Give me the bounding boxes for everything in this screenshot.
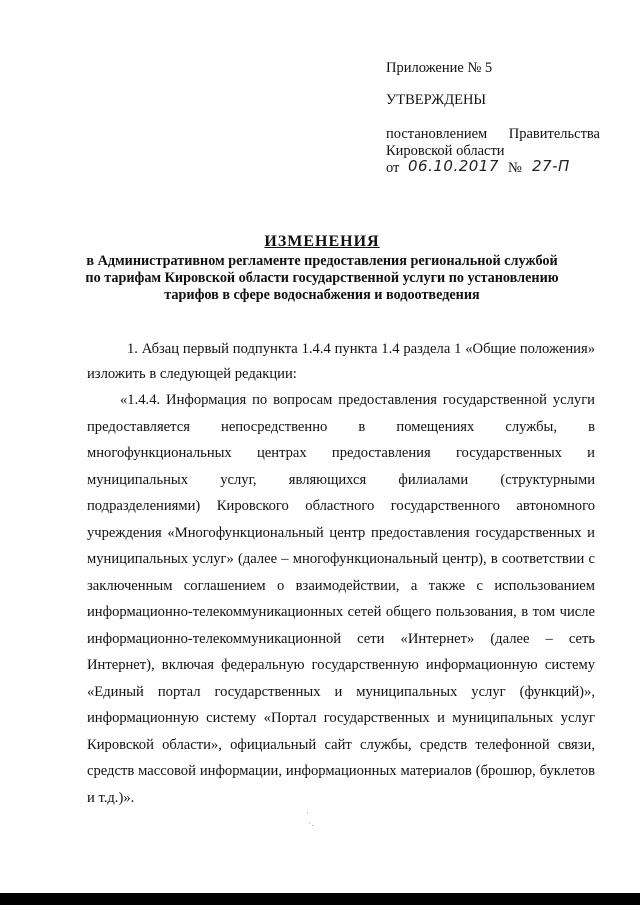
decree-word: постановлением xyxy=(386,126,488,142)
number-label: № xyxy=(508,160,522,176)
appendix-number: Приложение № 5 xyxy=(386,60,493,76)
decree-number: 27-П xyxy=(532,157,570,175)
title-block xyxy=(80,232,564,304)
decree-line xyxy=(386,126,600,143)
paragraph-2: «1.4.4. Информация по вопросам предоставления государственной услуги предоставляется непосредственно в помещениях службы, в многофункциональных центрах предоставления государственных и муниципальных услуг, являющихся филиалами (структурными подразделениями) Кировского областного государственного автономного учреждения «Многофункциональный центр предоставления государственных и муниципальных услуг» (далее – многофункциональный центр), в соответствии с заключенным соглашением о взаимодействии, а также с использованием информационно-телекоммуникационных сетей общего пользования, в том числе информационно-телекоммуникационной сети «Интернет» (далее – сеть Интернет), включая федеральную государственную информационную систему «Единый портал государственных и муниципальных услуг (функций)», информационную систему «Портал государственных и муниципальных услуг Кировской области», официальный сайт службы, средств телефонной связи, средств массовой информации, информационных материалов (брошюр, буклетов и т.д.)». xyxy=(87,392,595,806)
decree-date-line xyxy=(386,157,600,177)
scan-specks: · ·. xyxy=(306,808,314,828)
scan-bottom-edge xyxy=(0,893,640,905)
document-title: ИЗМЕНЕНИЯ xyxy=(264,233,380,250)
approved-stamp: УТВЕРЖДЕНЫ xyxy=(386,92,487,108)
paragraph-1: 1. Абзац первый подпункта 1.4.4 пункта 1.4 раздела 1 «Общие положения» изложить в следующей редакции: xyxy=(87,341,595,382)
date-prefix: от xyxy=(386,160,400,176)
document-body xyxy=(87,337,595,811)
decree-date: 06.10.2017 xyxy=(408,157,499,175)
decree-body: Правительства xyxy=(508,126,600,142)
document-subtitle: в Административном регламенте предоставления региональной службой по тарифам Кировской области государственной услуги по установлению тарифов в сфере водоснабжения и водоотведения xyxy=(85,253,559,303)
region-name: Кировской области xyxy=(386,143,505,159)
